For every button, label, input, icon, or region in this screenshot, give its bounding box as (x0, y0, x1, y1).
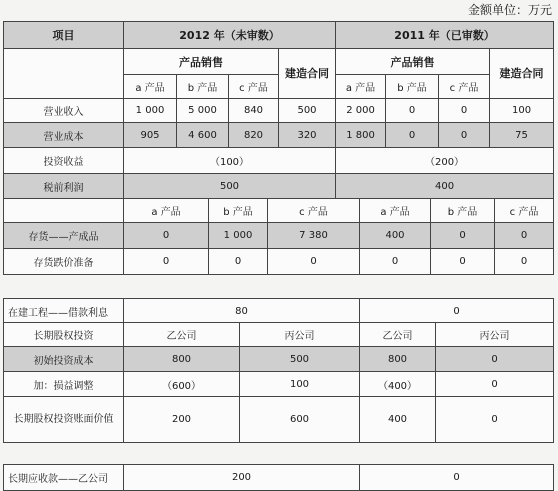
cell: 0 (124, 249, 209, 275)
row-label-investment-income: 投资收益 (4, 148, 124, 174)
row-label-inventory: 存货——产成品 (4, 223, 124, 249)
header-product-sales-2012: 产品销售 (124, 49, 279, 75)
cell: 4 600 (177, 123, 229, 148)
company-2011-bing: 丙公司 (436, 323, 554, 347)
header-b-2012: b 产品 (177, 75, 229, 99)
cell: 500 (240, 347, 360, 372)
header-b-2012: b 产品 (209, 199, 268, 223)
cell: 820 (229, 123, 279, 148)
cell: 600 (240, 397, 360, 443)
cell: 2 000 (336, 99, 386, 123)
cell: 400 (360, 223, 431, 249)
cell: 0 (431, 249, 495, 275)
header-construction-2011: 建造合同 (490, 49, 554, 99)
cell: 840 (229, 99, 279, 123)
header-c-2011: c 产品 (439, 75, 490, 99)
row-label-receivable: 长期应收款——乙公司 (4, 465, 124, 491)
cell: 200 (124, 397, 240, 443)
header-c-2012: c 产品 (268, 199, 360, 223)
cell: 0 (439, 123, 490, 148)
amount-unit-label: 金额单位：万元 (467, 3, 552, 17)
header-c-2011: c 产品 (495, 199, 554, 223)
cell: 0 (436, 347, 554, 372)
header-2012: 2012 年（未审数） (124, 22, 336, 49)
cell: 200 (124, 465, 360, 491)
cell: 100 (240, 372, 360, 397)
cell: 0 (436, 372, 554, 397)
header-product-sales-2011: 产品销售 (336, 49, 490, 75)
header-2011: 2011 年（已审数） (336, 22, 554, 49)
header-c-2012: c 产品 (229, 75, 279, 99)
cell: 0 (268, 249, 360, 275)
header-construction-2012: 建造合同 (279, 49, 336, 99)
cell: 800 (124, 347, 240, 372)
cell: 75 (490, 123, 554, 148)
header-a-2011: a 产品 (336, 75, 386, 99)
company-2012-yi: 乙公司 (124, 323, 240, 347)
cell: 500 (124, 174, 336, 199)
company-2011-yi: 乙公司 (360, 323, 436, 347)
header-b-2011: b 产品 (386, 75, 439, 99)
cell: 7 380 (268, 223, 360, 249)
cell: 400 (360, 397, 436, 443)
cell: （100） (124, 148, 336, 174)
cell: 1 000 (124, 99, 177, 123)
cell: 0 (386, 123, 439, 148)
financial-table-top (3, 21, 554, 199)
row-label-revenue: 营业收入 (4, 99, 124, 123)
header-b-2011: b 产品 (431, 199, 495, 223)
cell: 905 (124, 123, 177, 148)
cell: 1 000 (209, 223, 268, 249)
row-label-cost: 营业成本 (4, 123, 124, 148)
cell: 0 (495, 223, 554, 249)
header-a-2011: a 产品 (360, 199, 431, 223)
header-a-2012: a 产品 (124, 75, 177, 99)
cell: 0 (431, 223, 495, 249)
row-label-inventory-impairment: 存货跌价准备 (4, 249, 124, 275)
cell: 0 (495, 249, 554, 275)
inventory-table (3, 198, 554, 275)
company-2012-bing: 丙公司 (240, 323, 360, 347)
cell: 100 (490, 99, 554, 123)
row-label-book-value: 长期股权投资账面价值 (4, 397, 124, 443)
cell: 320 (279, 123, 336, 148)
header-item: 项目 (4, 22, 124, 49)
equity-investment-table (3, 322, 554, 443)
cell: 0 (386, 99, 439, 123)
cell: 0 (439, 99, 490, 123)
cell: 0 (436, 397, 554, 443)
cell: （200） (336, 148, 554, 174)
row-label-pl-adjustment: 加：损益调整 (4, 372, 124, 397)
cip-interest-table (3, 298, 554, 325)
cell: 500 (279, 99, 336, 123)
header-a-2012: a 产品 (124, 199, 209, 223)
row-label-pretax-profit: 税前利润 (4, 174, 124, 199)
row-label-initial-cost: 初始投资成本 (4, 347, 124, 372)
row-label-cip-interest: 在建工程——借款利息 (4, 299, 124, 325)
cell: 80 (124, 299, 360, 325)
cell: （600） (124, 372, 240, 397)
cell: 0 (360, 299, 554, 325)
cell: 0 (209, 249, 268, 275)
cell: 0 (360, 249, 431, 275)
row-label-equity-investment: 长期股权投资 (4, 323, 124, 347)
cell: 0 (360, 465, 554, 491)
cell: 1 800 (336, 123, 386, 148)
cell: 5 000 (177, 99, 229, 123)
cell: （400） (360, 372, 436, 397)
cell: 0 (124, 223, 209, 249)
receivable-table (3, 464, 554, 491)
cell: 400 (336, 174, 554, 199)
cell: 800 (360, 347, 436, 372)
